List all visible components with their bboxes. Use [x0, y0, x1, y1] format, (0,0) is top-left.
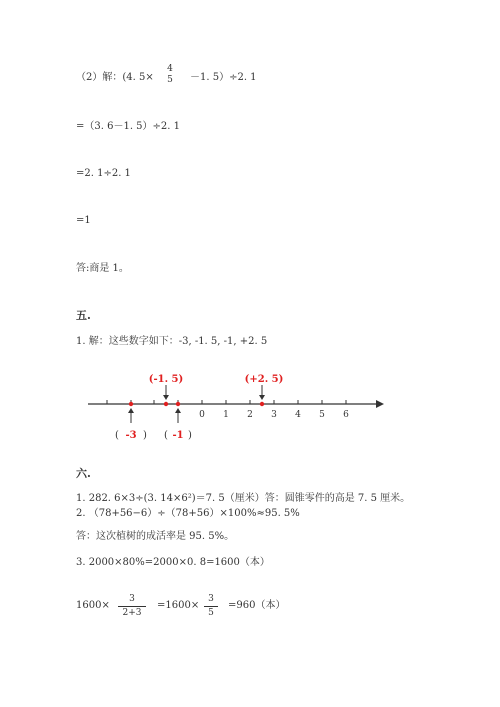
section6-item1: 1. 282. 6×3÷(3. 14×6²)＝7. 5（厘米）答：圆锥零件的高是 7. 5 厘米。	[76, 493, 411, 504]
label-neg1: -1	[172, 430, 184, 441]
number-line-figure	[80, 365, 390, 450]
point-neg1-5	[164, 402, 168, 406]
fraction-4-5	[164, 64, 176, 86]
fraction-3-over-2plus3	[118, 594, 146, 619]
equation-line-1a: （2）解：(4. 5×	[76, 72, 154, 83]
tick-label-5: 5	[319, 410, 325, 420]
tick-marks	[107, 400, 346, 404]
equation-line-4b: =1600×	[157, 600, 200, 611]
label-neg1-open: (	[164, 430, 168, 441]
point-pos2-5	[260, 402, 264, 406]
tick-label-3: 3	[271, 410, 277, 420]
label-neg3-open: (	[115, 430, 119, 441]
arrow-down-icon	[259, 395, 265, 400]
arrow-up-icon	[128, 408, 134, 413]
arrow-up-icon	[175, 408, 181, 413]
equation-line-2: =（3. 6－1. 5）÷2. 1	[76, 121, 181, 132]
label-neg3-close: )	[143, 430, 147, 441]
tick-label-2: 2	[247, 410, 253, 420]
fraction-bar	[204, 606, 218, 607]
section-heading-5: 五.	[76, 309, 91, 322]
axis-arrowhead	[376, 400, 384, 408]
tick-label-4: 4	[295, 410, 301, 420]
fraction-denominator: 2+3	[122, 608, 142, 618]
tick-label-1: 1	[223, 410, 229, 420]
equation-line-4c: =960（本）	[228, 600, 286, 611]
section6-item2: 2. （78+56−6）÷（78+56）×100%≈95. 5%	[76, 508, 300, 519]
arrow-down-icon	[163, 395, 169, 400]
point-neg3	[129, 402, 133, 406]
tick-label-6: 6	[343, 410, 349, 420]
fraction-numerator: 4	[167, 64, 173, 74]
equation-line-4a: 1600×	[76, 600, 110, 611]
equation-line-1b: －1. 5）÷2. 1	[190, 72, 257, 83]
equation-line-3: =2. 1÷2. 1	[76, 168, 131, 179]
section5-item1: 1. 解：这些数字如下：-3, -1. 5, -1, +2. 5	[76, 336, 268, 347]
tick-label-0: 0	[199, 410, 205, 420]
fraction-denominator: 5	[208, 608, 214, 618]
fraction-bar	[118, 606, 146, 607]
label-pos2-5: (+2. 5)	[244, 374, 284, 385]
equation-line-4: =1	[76, 215, 91, 226]
section-heading-6: 六.	[76, 467, 91, 480]
fraction-numerator: 3	[208, 594, 214, 604]
fraction-3-5	[204, 594, 218, 619]
answer-text: 答:商是 1。	[76, 263, 129, 274]
label-neg1-5: (-1. 5)	[148, 374, 184, 385]
label-neg1-close: )	[188, 430, 192, 441]
fraction-numerator: 3	[129, 594, 135, 604]
label-neg3: -3	[125, 430, 137, 441]
section6-item2-answer: 答：这次植树的成活率是 95. 5%。	[76, 531, 235, 542]
section6-item3: 3. 2000×80%=2000×0. 8=1600（本）	[76, 557, 270, 568]
point-neg1	[176, 402, 180, 406]
fraction-denominator: 5	[167, 75, 173, 85]
